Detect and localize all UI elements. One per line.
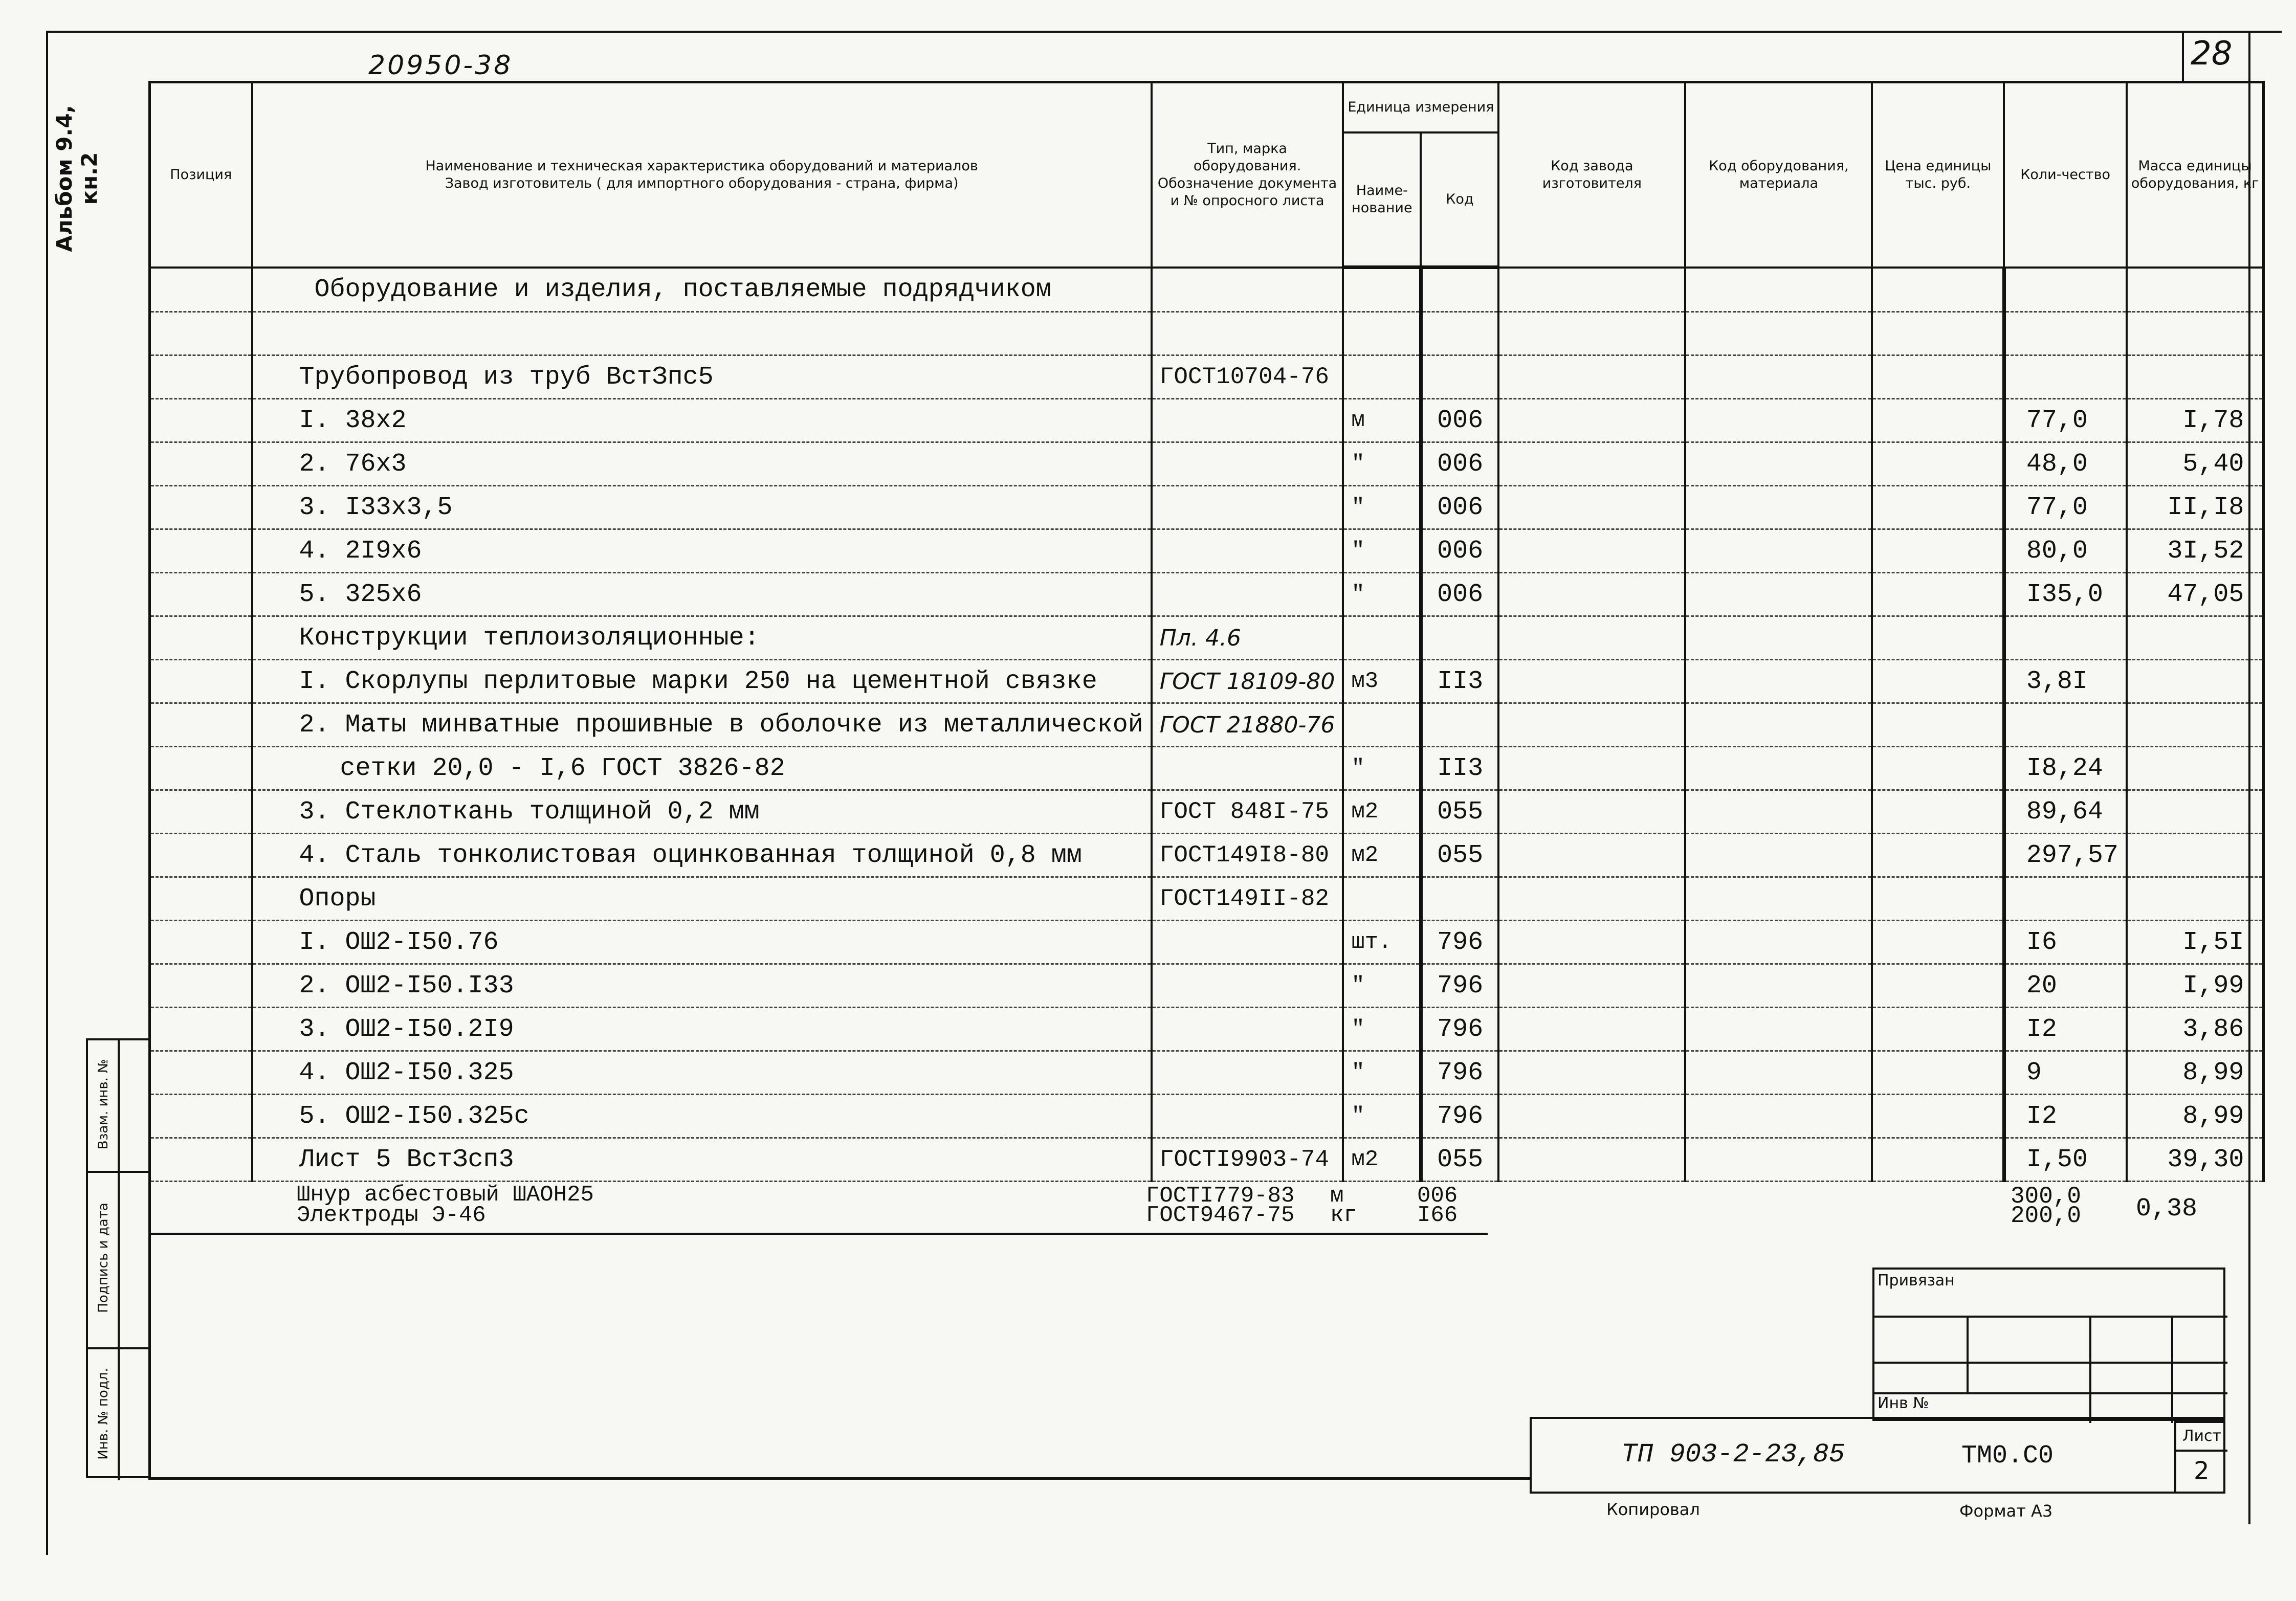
table-row — [150, 1095, 2264, 1138]
cell-unit-price — [1872, 1138, 2004, 1182]
cell-quantity: 9 — [2004, 1051, 2127, 1095]
cell-doc — [1152, 964, 1343, 1008]
last-row-code-1: 006 — [1417, 1183, 1458, 1209]
cell-unit-mass: 3,86 — [2127, 1008, 2264, 1051]
cell-doc: ГОСТ 848I-75 — [1152, 790, 1343, 834]
cell-unit-mass: I,99 — [2127, 964, 2264, 1008]
cell-position — [150, 660, 252, 703]
cell-equipment-code — [1685, 703, 1872, 747]
stamp-sheet-box — [2174, 1421, 2225, 1494]
cell-quantity: I,50 — [2004, 1138, 2127, 1182]
cell-unit-name: шт. — [1343, 921, 1421, 964]
cell-unit-code: 796 — [1421, 1051, 1498, 1095]
cell-name: 4. 2I9x6 — [252, 529, 1152, 573]
side-inv-orig: Инв. № подл. — [96, 1368, 111, 1460]
album-label: Альбом 9.4, кн.2 — [52, 105, 102, 252]
cell-unit-code: 796 — [1421, 964, 1498, 1008]
cell-unit-price — [1872, 355, 2004, 399]
cell-unit-name: " — [1343, 1051, 1421, 1095]
last-row-doc-1: ГОСТI779-83 — [1146, 1183, 1295, 1209]
cell-position — [150, 1138, 252, 1182]
cell-unit-code: II3 — [1421, 660, 1498, 703]
cell-unit-price — [1872, 529, 2004, 573]
cell-unit-name: м2 — [1343, 1138, 1421, 1182]
cell-unit-name — [1343, 703, 1421, 747]
cell-plant-code — [1498, 442, 1685, 486]
cell-unit-price — [1872, 964, 2004, 1008]
cell-name: 3. I33x3,5 — [252, 486, 1152, 529]
cell-doc — [1152, 312, 1343, 355]
cell-doc — [1152, 1008, 1343, 1051]
cell-plant-code — [1498, 790, 1685, 834]
cell-unit-code: 796 — [1421, 921, 1498, 964]
cell-name: 4. Сталь тонколистовая оцинкованная толщиной 0,8 мм — [252, 834, 1152, 877]
cell-equipment-code — [1685, 1008, 1872, 1051]
cell-name: 4. ОШ2-I50.325 — [252, 1051, 1152, 1095]
cell-unit-price — [1872, 1095, 2004, 1138]
cell-unit-name: м2 — [1343, 790, 1421, 834]
cell-name: Лист 5 ВстЗсп3 — [252, 1138, 1152, 1182]
col-name-sub: Завод изготовитель ( для импортного оборудования - страна, фирма) — [445, 175, 959, 191]
cell-plant-code — [1498, 703, 1685, 747]
cell-quantity: 297,57 — [2004, 834, 2127, 877]
stamp-inv-label: Инв № — [1878, 1394, 1929, 1412]
cell-quantity: 77,0 — [2004, 399, 2127, 442]
side-replace-inv: Взам. инв. № — [96, 1059, 111, 1150]
cell-unit-name: " — [1343, 747, 1421, 790]
cell-plant-code — [1498, 399, 1685, 442]
last-row-unit-2: кг — [1330, 1203, 1357, 1228]
last-row-name-1: Шнур асбестовый ШАОН25 — [297, 1182, 594, 1208]
cell-position — [150, 442, 252, 486]
cell-unit-name: " — [1343, 1008, 1421, 1051]
cell-position — [150, 399, 252, 442]
cell-plant-code — [1498, 834, 1685, 877]
footer-format: Формат А3 — [1959, 1501, 2053, 1521]
cell-position — [150, 355, 252, 399]
last-row-qty-1: 300,0 — [2011, 1183, 2082, 1210]
col-unit-price: Цена единицы тыс. руб. — [1872, 82, 2004, 268]
cell-unit-name: " — [1343, 964, 1421, 1008]
cell-unit-price — [1872, 921, 2004, 964]
last-row-code-2: I66 — [1417, 1203, 1458, 1228]
cell-unit-mass — [2127, 660, 2264, 703]
cell-unit-code: 055 — [1421, 834, 1498, 877]
cell-unit-code: 006 — [1421, 486, 1498, 529]
stamp-bound-block — [1872, 1268, 2225, 1421]
cell-doc — [1152, 529, 1343, 573]
cell-quantity: 20 — [2004, 964, 2127, 1008]
cell-quantity — [2004, 877, 2127, 921]
cell-plant-code — [1498, 1138, 1685, 1182]
cell-unit-name — [1343, 616, 1421, 660]
cell-doc — [1152, 399, 1343, 442]
stamp-doc-mark: ТМ0.С0 — [1961, 1441, 2054, 1471]
cell-position — [150, 1051, 252, 1095]
cell-unit-code: 006 — [1421, 573, 1498, 616]
cell-equipment-code — [1685, 964, 1872, 1008]
col-equipment-code: Код оборудования, материала — [1685, 82, 1872, 268]
cell-plant-code — [1498, 1008, 1685, 1051]
cell-position — [150, 921, 252, 964]
cell-unit-mass — [2127, 703, 2264, 747]
cell-equipment-code — [1685, 355, 1872, 399]
cell-unit-code: II3 — [1421, 747, 1498, 790]
cell-quantity: 3,8I — [2004, 660, 2127, 703]
cell-unit-name: " — [1343, 573, 1421, 616]
cell-name: Трубопровод из труб ВстЗпс5 — [252, 355, 1152, 399]
cell-unit-code — [1421, 268, 1498, 312]
cell-unit-mass — [2127, 790, 2264, 834]
cell-quantity: 77,0 — [2004, 486, 2127, 529]
cell-quantity: I35,0 — [2004, 573, 2127, 616]
handwritten-code: 20950-38 — [368, 50, 513, 81]
cell-unit-price — [1872, 1008, 2004, 1051]
cell-quantity: 48,0 — [2004, 442, 2127, 486]
cell-doc — [1152, 268, 1343, 312]
cell-quantity: I2 — [2004, 1008, 2127, 1051]
cell-name: Опоры — [252, 877, 1152, 921]
cell-name: I. 38x2 — [252, 399, 1152, 442]
cell-quantity: I2 — [2004, 1095, 2127, 1138]
cell-unit-price — [1872, 790, 2004, 834]
cell-position — [150, 877, 252, 921]
frame-left-edge — [46, 31, 48, 1555]
cell-quantity: I8,24 — [2004, 747, 2127, 790]
cell-plant-code — [1498, 877, 1685, 921]
cell-equipment-code — [1685, 877, 1872, 921]
cell-quantity: I6 — [2004, 921, 2127, 964]
cell-unit-mass — [2127, 747, 2264, 790]
cell-plant-code — [1498, 312, 1685, 355]
cell-name: I. ОШ2-I50.76 — [252, 921, 1152, 964]
col-type-doc: Тип, марка оборудования. Обозначение документа и № опросного листа — [1152, 82, 1343, 268]
cell-quantity — [2004, 355, 2127, 399]
cell-unit-price — [1872, 442, 2004, 486]
last-row-qty-2: 200,0 — [2011, 1203, 2082, 1229]
cell-unit-mass: II,I8 — [2127, 486, 2264, 529]
cell-doc: ГОСТ 18109-80 — [1152, 660, 1343, 703]
cell-equipment-code — [1685, 442, 1872, 486]
cell-position — [150, 573, 252, 616]
cell-position — [150, 312, 252, 355]
cell-unit-code — [1421, 703, 1498, 747]
cell-plant-code — [1498, 1095, 1685, 1138]
frame-inner-bottom — [148, 1477, 1530, 1480]
cell-unit-price — [1872, 660, 2004, 703]
cell-unit-price — [1872, 573, 2004, 616]
cell-equipment-code — [1685, 1051, 1872, 1095]
cell-position — [150, 790, 252, 834]
cell-equipment-code — [1685, 616, 1872, 660]
cell-unit-mass: 8,99 — [2127, 1095, 2264, 1138]
cell-name: Конструкции теплоизоляционные: — [252, 616, 1152, 660]
specification-table — [148, 81, 2265, 1182]
cell-unit-code: 796 — [1421, 1095, 1498, 1138]
cell-unit-code: 006 — [1421, 529, 1498, 573]
cell-doc: ГОСТ149I8-80 — [1152, 834, 1343, 877]
col-quantity: Коли-чество — [2004, 82, 2127, 268]
col-name — [252, 82, 1152, 268]
frame-top-edge — [46, 31, 2282, 33]
cell-doc — [1152, 573, 1343, 616]
last-row-block — [148, 1182, 1488, 1235]
cell-plant-code — [1498, 921, 1685, 964]
cell-name: Оборудование и изделия, поставляемые подрядчиком — [252, 268, 1152, 312]
cell-unit-name — [1343, 877, 1421, 921]
cell-unit-price — [1872, 834, 2004, 877]
cell-name: 2. Маты минватные прошивные в оболочке из металлической — [252, 703, 1152, 747]
cell-name: 2. 76x3 — [252, 442, 1152, 486]
cell-unit-name: " — [1343, 1095, 1421, 1138]
cell-quantity: 89,64 — [2004, 790, 2127, 834]
cell-equipment-code — [1685, 312, 1872, 355]
footer-copied: Копировал — [1606, 1500, 1700, 1519]
cell-doc — [1152, 747, 1343, 790]
table-row — [150, 399, 2264, 442]
stamp-sheet-no: 2 — [2194, 1457, 2210, 1485]
cell-unit-price — [1872, 268, 2004, 312]
cell-unit-name: " — [1343, 442, 1421, 486]
table-row — [150, 747, 2264, 790]
cell-unit-mass — [2127, 312, 2264, 355]
cell-position — [150, 747, 252, 790]
cell-unit-mass — [2127, 834, 2264, 877]
side-stamp — [86, 1038, 148, 1478]
cell-unit-mass: 8,99 — [2127, 1051, 2264, 1095]
table-row — [150, 268, 2264, 312]
sheet-number-top: 28 — [2191, 35, 2233, 73]
cell-quantity: 80,0 — [2004, 529, 2127, 573]
cell-doc: ГОСТI9903-74 — [1152, 1138, 1343, 1182]
cell-unit-mass — [2127, 355, 2264, 399]
cell-doc — [1152, 1051, 1343, 1095]
cell-plant-code — [1498, 747, 1685, 790]
table-row — [150, 834, 2264, 877]
cell-equipment-code — [1685, 790, 1872, 834]
table-row — [150, 660, 2264, 703]
cell-unit-code — [1421, 312, 1498, 355]
cell-unit-mass — [2127, 877, 2264, 921]
cell-doc — [1152, 1095, 1343, 1138]
cell-doc — [1152, 442, 1343, 486]
cell-unit-name: " — [1343, 486, 1421, 529]
cell-unit-name — [1343, 312, 1421, 355]
table-row — [150, 616, 2264, 660]
cell-name: 5. 325x6 — [252, 573, 1152, 616]
cell-equipment-code — [1685, 834, 1872, 877]
last-row-name-2: Электроды Э-46 — [297, 1203, 486, 1228]
col-name-main: Наименование и техническая характеристика оборудований и материалов — [425, 158, 978, 174]
stamp-doc-code: ТП 903-2-23,85 — [1621, 1439, 1845, 1470]
cell-position — [150, 703, 252, 747]
col-unit-group: Единица измерения — [1343, 82, 1498, 133]
table-row — [150, 312, 2264, 355]
cell-equipment-code — [1685, 268, 1872, 312]
cell-unit-mass: 39,30 — [2127, 1138, 2264, 1182]
side-sign-date: Подпись и дата — [96, 1203, 111, 1313]
cell-equipment-code — [1685, 1095, 1872, 1138]
table-row — [150, 442, 2264, 486]
cell-unit-code: 055 — [1421, 1138, 1498, 1182]
cell-unit-name: " — [1343, 529, 1421, 573]
table-row — [150, 921, 2264, 964]
cell-unit-mass — [2127, 616, 2264, 660]
cell-unit-mass: I,78 — [2127, 399, 2264, 442]
cell-position — [150, 486, 252, 529]
cell-unit-mass: 3I,52 — [2127, 529, 2264, 573]
cell-unit-name — [1343, 268, 1421, 312]
cell-doc — [1152, 921, 1343, 964]
cell-unit-name: м3 — [1343, 660, 1421, 703]
cell-plant-code — [1498, 529, 1685, 573]
cell-name: 2. ОШ2-I50.I33 — [252, 964, 1152, 1008]
stamp-sheet-label: Лист — [2182, 1427, 2222, 1445]
cell-unit-code: 006 — [1421, 399, 1498, 442]
cell-plant-code — [1498, 573, 1685, 616]
cell-equipment-code — [1685, 573, 1872, 616]
cell-unit-name: м2 — [1343, 834, 1421, 877]
cell-position — [150, 529, 252, 573]
cell-plant-code — [1498, 486, 1685, 529]
cell-plant-code — [1498, 1051, 1685, 1095]
col-position: Позиция — [150, 82, 252, 268]
cell-equipment-code — [1685, 486, 1872, 529]
cell-unit-mass: I,5I — [2127, 921, 2264, 964]
last-row-unit-1: м — [1330, 1183, 1344, 1209]
cell-position — [150, 834, 252, 877]
cell-equipment-code — [1685, 921, 1872, 964]
cell-quantity — [2004, 312, 2127, 355]
table-row — [150, 486, 2264, 529]
last-row-mass-1: 0,38 — [2136, 1194, 2198, 1224]
cell-position — [150, 1095, 252, 1138]
table-row — [150, 877, 2264, 921]
cell-unit-mass: 47,05 — [2127, 573, 2264, 616]
stamp-bound-label: Привязан — [1878, 1272, 1955, 1289]
cell-equipment-code — [1685, 529, 1872, 573]
stamp-title-block — [1530, 1417, 2225, 1494]
cell-unit-code: 055 — [1421, 790, 1498, 834]
cell-unit-code: 006 — [1421, 442, 1498, 486]
cell-unit-price — [1872, 312, 2004, 355]
cell-name: 3. ОШ2-I50.2I9 — [252, 1008, 1152, 1051]
cell-unit-code — [1421, 616, 1498, 660]
cell-plant-code — [1498, 616, 1685, 660]
cell-plant-code — [1498, 660, 1685, 703]
cell-unit-price — [1872, 877, 2004, 921]
table-row — [150, 573, 2264, 616]
cell-unit-mass — [2127, 268, 2264, 312]
cell-equipment-code — [1685, 660, 1872, 703]
cell-name: I. Скорлупы перлитовые марки 250 на цементной связке — [252, 660, 1152, 703]
cell-doc: ГОСТ149II-82 — [1152, 877, 1343, 921]
table-row — [150, 703, 2264, 747]
cell-doc — [1152, 486, 1343, 529]
table-row — [150, 964, 2264, 1008]
cell-equipment-code — [1685, 1138, 1872, 1182]
cell-doc: ГОСТ10704-76 — [1152, 355, 1343, 399]
cell-plant-code — [1498, 268, 1685, 312]
cell-unit-price — [1872, 616, 2004, 660]
cell-plant-code — [1498, 355, 1685, 399]
cell-quantity — [2004, 268, 2127, 312]
cell-plant-code — [1498, 964, 1685, 1008]
last-row-doc-2: ГОСТ9467-75 — [1146, 1203, 1295, 1228]
cell-unit-name: м — [1343, 399, 1421, 442]
cell-position — [150, 268, 252, 312]
table-row — [150, 1051, 2264, 1095]
cell-position — [150, 964, 252, 1008]
cell-unit-code — [1421, 877, 1498, 921]
table-row — [150, 529, 2264, 573]
cell-quantity — [2004, 616, 2127, 660]
table-row — [150, 790, 2264, 834]
cell-unit-mass: 5,40 — [2127, 442, 2264, 486]
cell-name: 5. ОШ2-I50.325с — [252, 1095, 1152, 1138]
cell-position — [150, 1008, 252, 1051]
cell-name: 3. Стеклоткань толщиной 0,2 мм — [252, 790, 1152, 834]
cell-unit-price — [1872, 703, 2004, 747]
col-unit-code: Код — [1421, 132, 1498, 268]
cell-quantity — [2004, 703, 2127, 747]
cell-unit-name — [1343, 355, 1421, 399]
table-row — [150, 1008, 2264, 1051]
cell-unit-price — [1872, 1051, 2004, 1095]
cell-doc: ГОСТ 21880-76 — [1152, 703, 1343, 747]
cell-unit-price — [1872, 399, 2004, 442]
cell-equipment-code — [1685, 399, 1872, 442]
cell-unit-code — [1421, 355, 1498, 399]
cell-unit-code: 796 — [1421, 1008, 1498, 1051]
table-row — [150, 1138, 2264, 1182]
col-unit-mass: Масса единицы оборудования, кг — [2127, 82, 2264, 268]
cell-name — [252, 312, 1152, 355]
col-unit-name: Наиме-нование — [1343, 132, 1421, 268]
cell-position — [150, 616, 252, 660]
cell-unit-price — [1872, 747, 2004, 790]
col-plant-code: Код завода изготовителя — [1498, 82, 1685, 268]
cell-doc: Пл. 4.6 — [1152, 616, 1343, 660]
cell-equipment-code — [1685, 747, 1872, 790]
table-row — [150, 355, 2264, 399]
cell-unit-price — [1872, 486, 2004, 529]
cell-name: сетки 20,0 - I,6 ГОСТ 3826-82 — [252, 747, 1152, 790]
